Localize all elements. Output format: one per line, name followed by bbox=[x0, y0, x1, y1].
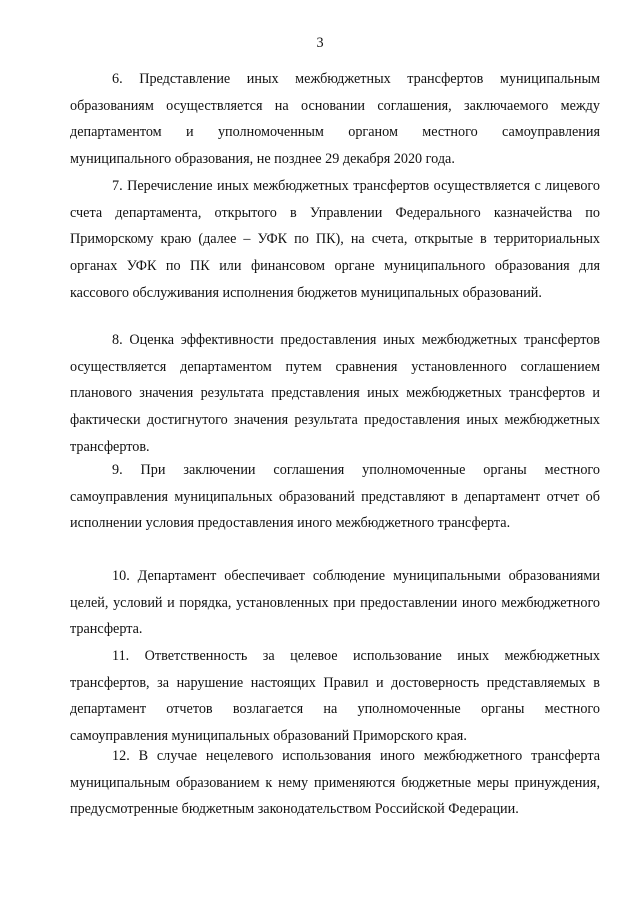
paragraph-11: 11. Ответственность за целевое использование иных межбюджетных трансфертов, за нарушение настоящих Правил и достоверность представляемых в департамент отчетов возлагается на уполномоченные органы местного самоуправления муниципальных образований Приморского края. bbox=[70, 648, 600, 745]
page-number: 3 bbox=[316, 35, 324, 51]
paragraph-10: 10. Департамент обеспечивает соблюдение муниципальными образованиями целей, условий и порядка, установленных при предоставлении иного межбюджетного трансферта. bbox=[70, 568, 600, 638]
paragraph-8: 8. Оценка эффективности предоставления иных межбюджетных трансфертов осуществляется департаментом путем сравнения установленного соглашением планового значения результата представления иных межбюджетных трансфертов и фактически достигнутого значения результата предоставления иных межбюджетных трансфертов. bbox=[70, 332, 600, 455]
paragraph-12: 12. В случае нецелевого использования иного межбюджетного трансферта муниципальным образованием к нему применяются бюджетные меры принуждения, предусмотренные бюджетным законодательством Российской Федерации. bbox=[70, 748, 600, 818]
paragraph-7: 7. Перечисление иных межбюджетных трансфертов осуществляется с лицевого счета департамента, открытого в Управлении Федерального казначейства по Приморскому краю (далее – УФК по ПК), на счета, открытые в территориальных органах УФК по ПК или финансовом органе муниципального образования для кассового обслуживания исполнения бюджетов муниципальных образований. bbox=[70, 178, 600, 301]
paragraph-6: 6. Представление иных межбюджетных трансфертов муниципальным образованиям осуществляется на основании соглашения, заключаемого между департаментом и уполномоченным органом местного самоуправления муниципального образования, не позднее 29 декабря 2020 года. bbox=[70, 71, 600, 168]
paragraph-9: 9. При заключении соглашения уполномоченные органы местного самоуправления муниципальных образований представляют в департамент отчет об исполнении условия предоставления иного межбюджетного трансферта. bbox=[70, 462, 600, 532]
